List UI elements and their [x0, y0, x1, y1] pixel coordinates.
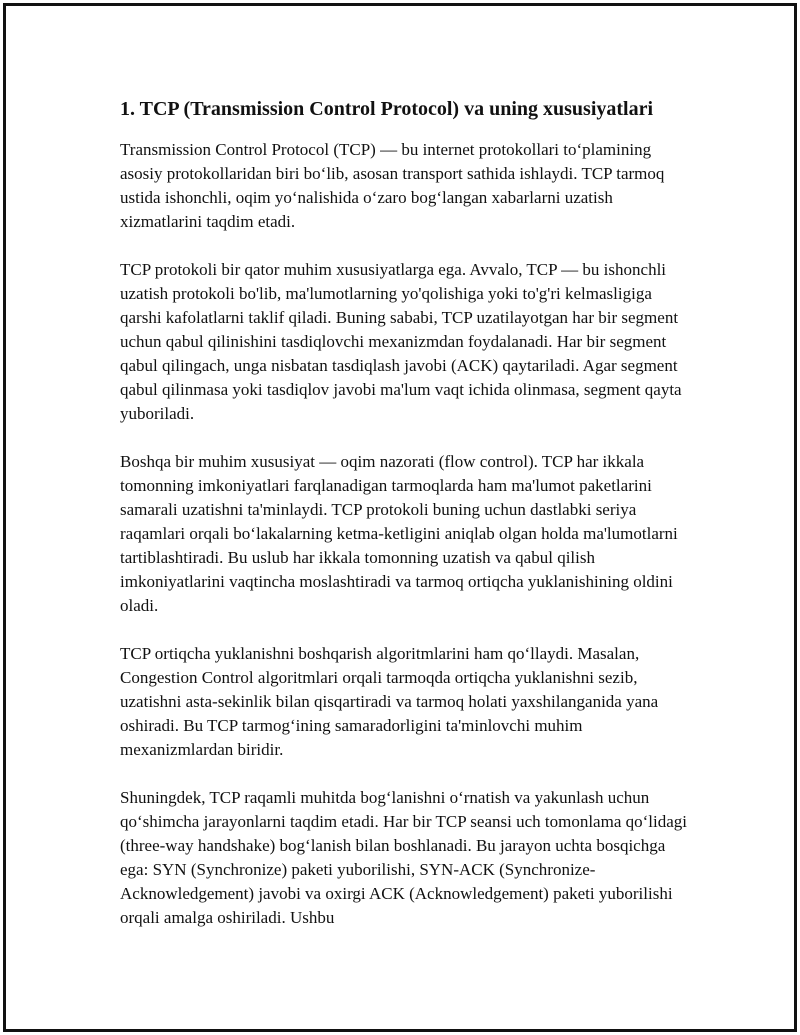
paragraph-congestion-control: TCP ortiqcha yuklanishni boshqarish algoritmlarini ham qo‘llaydi. Masalan, Congestion Control algoritmlari orqali tarmoqda ortiqcha yuklanishni sezib, uzatishni asta-sekinlik bilan qisqartiradi va tarmoq holati yaxshilanganida yana oshiradi. Bu TCP tarmog‘ining samaradorligini ta'minlovchi muhim mexanizmlardan biridir. [120, 644, 659, 759]
section-heading: 1. TCP (Transmission Control Protocol) va uning xususiyatlari [120, 98, 654, 120]
paragraph-handshake: Shuningdek, TCP raqamli muhitda bog‘lanishni o‘rnatish va yakunlash uchun qo‘shimcha jarayonlarni taqdim etadi. Har bir TCP seansi uch tomonlama qo‘lidagi (three-way handshake) bog‘lanish bilan boshlanadi. Bu jarayon uchta bosqichga ega: SYN (Synchronize) paketi yuborilishi, SYN-ACK (Synchronize-Acknowledgement) javobi va oxirgi ACK (Acknowledgement) paketi yuborilishi orqali amalga oshiriladi. Ushbu [120, 788, 688, 927]
paragraph-intro: Transmission Control Protocol (TCP) — bu internet protokollari to‘plamining asosiy protokollaridan biri bo‘lib, asosan transport sathida ishlaydi. TCP tarmoq ustida ishonchli, oqim yo‘nalishida o‘zaro bog‘langan xabarlarni uzatish xizmatlarini taqdim etadi. [120, 140, 665, 231]
document-body [120, 96, 690, 954]
page-frame [3, 3, 797, 1032]
paragraph-reliability: TCP protokoli bir qator muhim xususiyatlarga ega. Avvalo, TCP — bu ishonchli uzatish protokoli bo'lib, ma'lumotlarning yo'qolishiga yoki to'g'ri kelmasligiga qarshi kafolatlarni taklif qiladi. Buning sababi, TCP uzatilayotgan har bir segment uchun qabul qilinishini tasdiqlovchi mexanizmdan foydalanadi. Har bir segment qabul qilingach, unga nisbatan tasdiqlash javobi (ACK) qaytariladi. Agar segment qabul qilinmasa yoki tasdiqlov javobi ma'lum vaqt ichida olinmasa, segment qayta yuboriladi. [120, 260, 682, 423]
paragraph-flow-control: Boshqa bir muhim xususiyat — oqim nazorati (flow control). TCP har ikkala tomonning imkoniyatlari farqlanadigan tarmoqlarda ham ma'lumot paketlarini samarali uzatishni ta'minlaydi. TCP protokoli buning uchun dastlabki seriya raqamlari orqali bo‘lakalarning ketma-ketligini aniqlab olgan holda ma'lumotlarni tartiblashtiradi. Bu uslub har ikkala tomonning uzatish va qabul qilish imkoniyatlarini vaqtincha moslashtiradi va tarmoq ortiqcha yuklanishining oldini oladi. [120, 452, 678, 615]
